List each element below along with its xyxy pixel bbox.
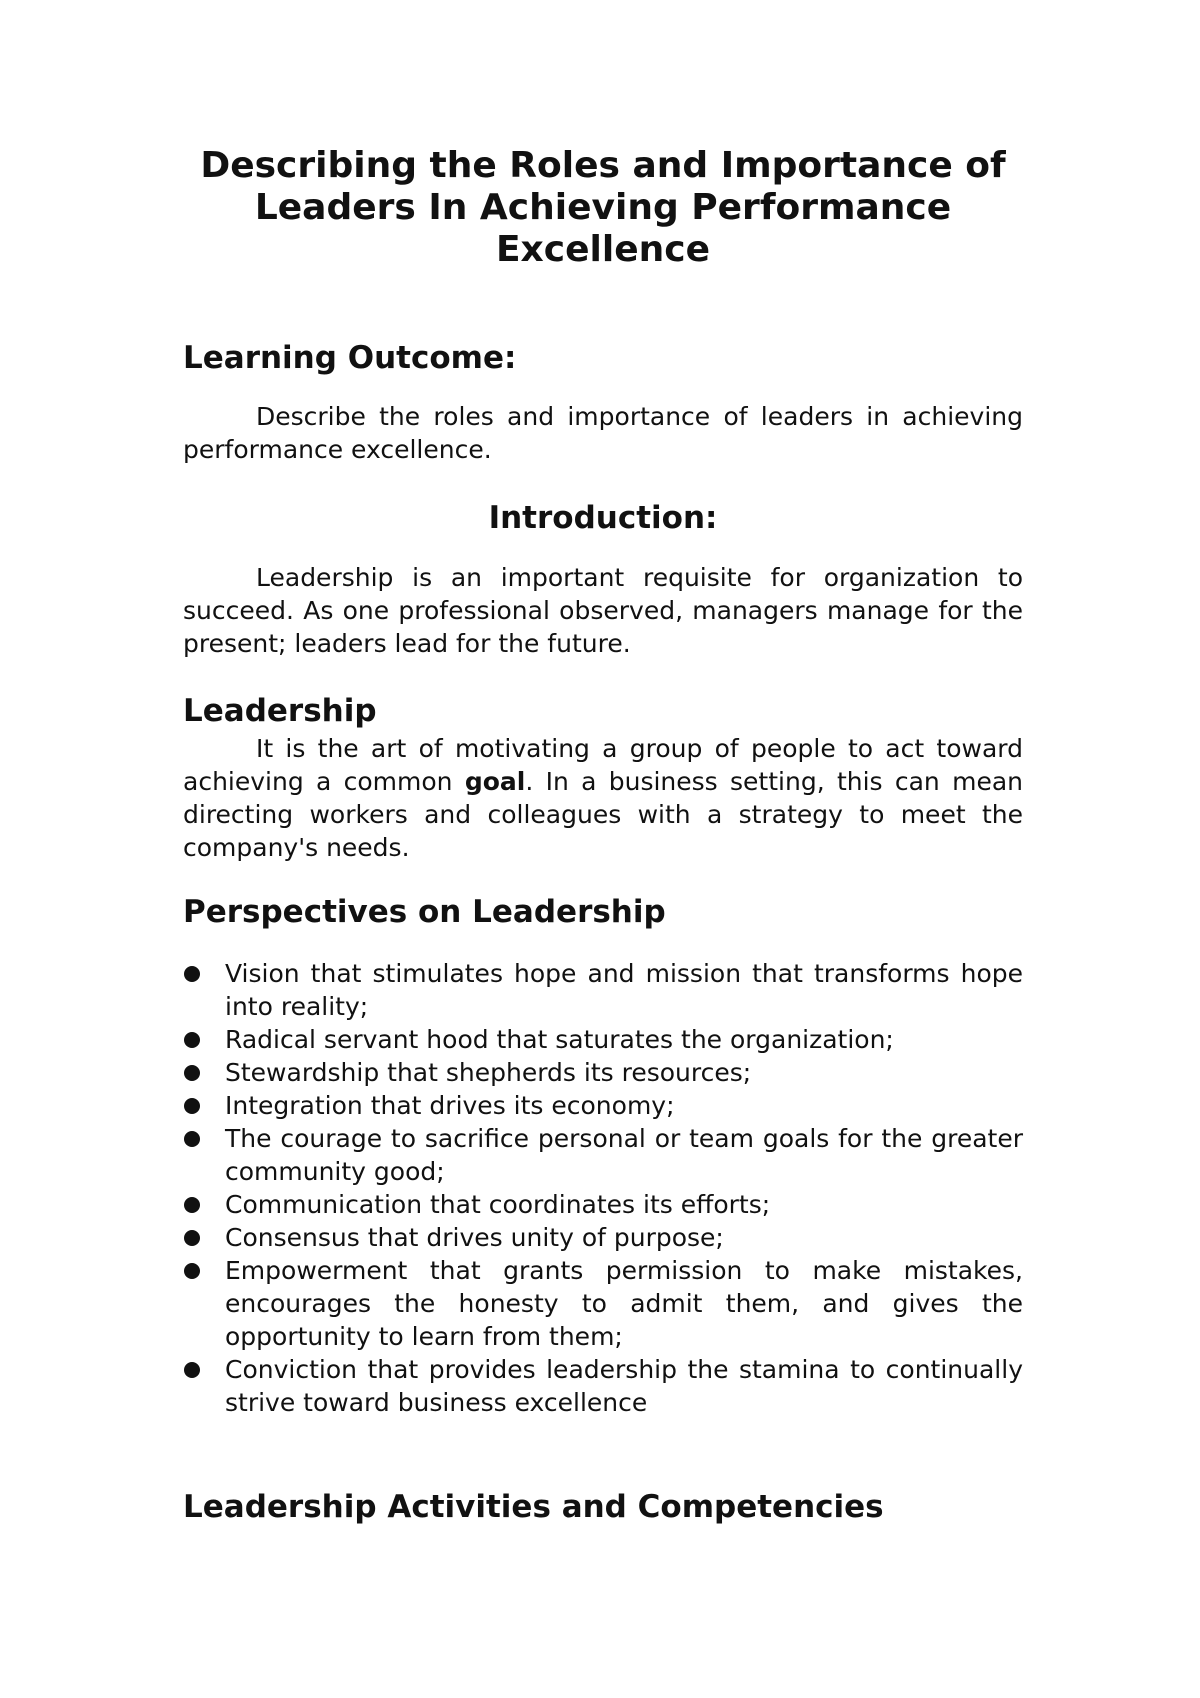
introduction-heading: Introduction: bbox=[488, 500, 718, 536]
list-item bbox=[183, 1056, 1023, 1089]
leadership-text bbox=[183, 732, 1023, 864]
list-item bbox=[183, 1254, 1023, 1353]
title-line: Excellence bbox=[495, 229, 711, 270]
bullet-icon bbox=[184, 1131, 200, 1147]
list-item bbox=[183, 1023, 1023, 1056]
list-item-text: Consensus that drives unity of purpose; bbox=[225, 1223, 724, 1252]
list-item-text: Conviction that provides leadership the stamina to continually strive toward business excellence bbox=[225, 1355, 1023, 1417]
list-item bbox=[183, 1122, 1023, 1188]
learning-outcome-heading: Learning Outcome: bbox=[183, 340, 517, 376]
document-title bbox=[183, 145, 1023, 271]
list-item-text: Stewardship that shepherds its resources; bbox=[225, 1058, 752, 1087]
perspectives-list bbox=[183, 957, 1023, 1419]
bullet-icon bbox=[184, 966, 200, 982]
learning-outcome-text: Describe the roles and importance of leaders in achieving performance excellence. bbox=[183, 402, 1023, 464]
bullet-icon bbox=[184, 1032, 200, 1048]
list-item bbox=[183, 1188, 1023, 1221]
bullet-icon bbox=[184, 1065, 200, 1081]
introduction-text: Leadership is an important requisite for organization to succeed. As one professional observed, managers manage for the present; leaders lead for the future. bbox=[183, 563, 1023, 658]
list-item-text: Empowerment that grants permission to make mistakes, encourages the honesty to admit them, and gives the opportunity to learn from them; bbox=[225, 1256, 1023, 1351]
list-item bbox=[183, 1221, 1023, 1254]
leadership-text-part: . In a business setting, this can mean directing workers and colleagues with a strategy to meet the company's needs. bbox=[183, 767, 1023, 862]
activities-heading: Leadership Activities and Competencies bbox=[183, 1489, 884, 1525]
list-item-text: Communication that coordinates its efforts; bbox=[225, 1190, 771, 1219]
document-page bbox=[183, 0, 1023, 1698]
bullet-icon bbox=[184, 1362, 200, 1378]
leadership-bold-word: goal bbox=[464, 767, 526, 796]
bullet-icon bbox=[184, 1230, 200, 1246]
bullet-icon bbox=[184, 1263, 200, 1279]
bullet-icon bbox=[184, 1197, 200, 1213]
leadership-heading: Leadership bbox=[183, 693, 377, 729]
title-line: Leaders In Achieving Performance bbox=[254, 187, 952, 228]
list-item-text: Vision that stimulates hope and mission that transforms hope into reality; bbox=[225, 959, 1023, 1021]
list-item bbox=[183, 1353, 1023, 1419]
list-item-text: Integration that drives its economy; bbox=[225, 1091, 675, 1120]
list-item-text: The courage to sacrifice personal or team goals for the greater community good; bbox=[225, 1124, 1023, 1186]
title-line: Describing the Roles and Importance of bbox=[200, 145, 1006, 186]
list-item bbox=[183, 957, 1023, 1023]
perspectives-heading: Perspectives on Leadership bbox=[183, 894, 666, 930]
list-item-text: Radical servant hood that saturates the organization; bbox=[225, 1025, 894, 1054]
list-item bbox=[183, 1089, 1023, 1122]
leadership-text-part: It is the art of motivating a group of people to act toward achieving a common bbox=[183, 734, 1023, 796]
bullet-icon bbox=[184, 1098, 200, 1114]
